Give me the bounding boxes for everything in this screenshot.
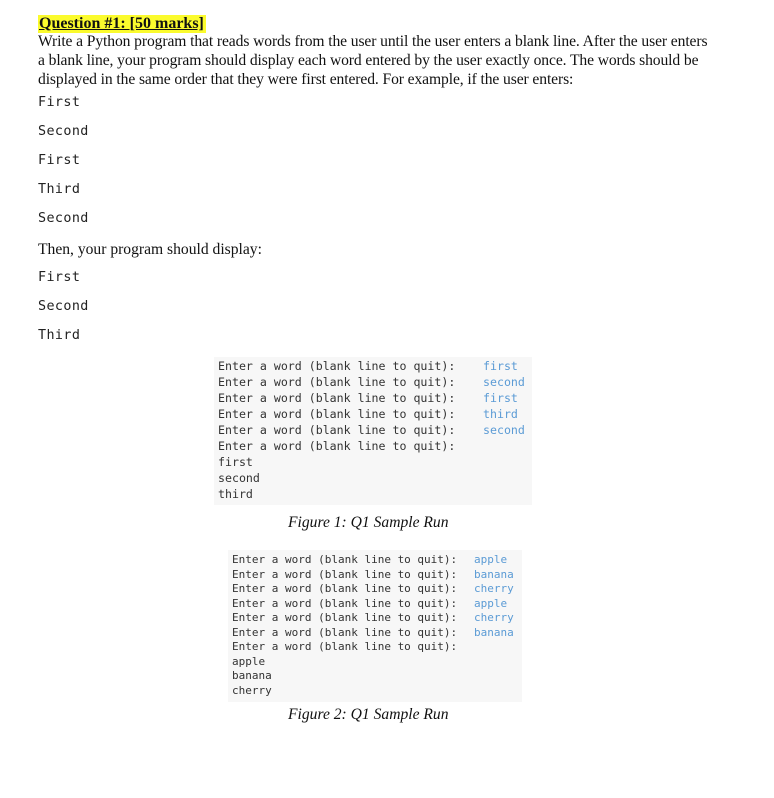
terminal-output: second [218, 471, 260, 485]
input-example-word: First [38, 153, 81, 168]
terminal-prompt: Enter a word (blank line to quit): [232, 582, 458, 595]
terminal-prompt: Enter a word (blank line to quit): [232, 596, 458, 610]
figure-2-caption: Figure 2: Q1 Sample Run [288, 706, 449, 723]
terminal-answer: banana [474, 567, 514, 581]
terminal-prompt: Enter a word (blank line to quit): [218, 359, 456, 373]
terminal-prompt: Enter a word (blank line to quit): [218, 439, 456, 453]
question-paragraph [38, 32, 718, 89]
terminal-line [232, 611, 457, 624]
output-example-word: Second [38, 299, 89, 314]
terminal-answer: apple [474, 596, 508, 610]
input-example-word: Second [38, 124, 89, 139]
terminal-line [218, 407, 455, 421]
terminal-line [232, 582, 457, 595]
terminal-prompt: Enter a word (blank line to quit): [218, 407, 456, 421]
terminal-line [232, 626, 457, 639]
terminal-answer: apple [474, 553, 508, 566]
terminal-answer: second [483, 423, 525, 437]
question-heading: Question #1: [50 marks] [39, 15, 204, 32]
terminal-line [232, 640, 457, 653]
terminal-output: third [218, 487, 253, 501]
terminal-prompt: Enter a word (blank line to quit): [232, 625, 458, 639]
terminal-line [218, 439, 455, 453]
paragraph-line: displayed in the same order that they were first entered. For example, if the user enters: [38, 71, 574, 88]
input-example-word: First [38, 95, 81, 110]
terminal-answer: third [483, 407, 518, 421]
output-example-word: First [38, 270, 81, 285]
terminal-line [218, 359, 455, 373]
terminal-prompt: Enter a word (blank line to quit): [232, 611, 458, 624]
terminal-line [218, 375, 455, 389]
terminal-answer: first [483, 359, 518, 373]
terminal-prompt: Enter a word (blank line to quit): [218, 391, 456, 405]
terminal-output: first [218, 455, 253, 469]
terminal-prompt: Enter a word (blank line to quit): [232, 640, 458, 653]
input-example-word: Second [38, 211, 89, 226]
terminal-answer: cherry [474, 611, 514, 624]
terminal-answer: banana [474, 625, 514, 639]
terminal-line [232, 553, 457, 566]
input-example-word: Third [38, 182, 81, 197]
then-text: Then, your program should display: [38, 241, 262, 258]
terminal-output: apple [232, 654, 266, 668]
terminal-line [218, 391, 455, 405]
terminal-line [232, 568, 457, 581]
terminal-output: banana [232, 669, 272, 682]
output-example-word: Third [38, 328, 81, 343]
sample-run-terminal-1 [214, 357, 532, 505]
terminal-line [232, 597, 457, 610]
terminal-prompt: Enter a word (blank line to quit): [232, 553, 458, 566]
figure-1-caption: Figure 1: Q1 Sample Run [288, 514, 449, 531]
sample-run-terminal-2 [228, 550, 522, 702]
paragraph-line: Write a Python program that reads words from the user until the user enters a blank line. After the user enters [38, 33, 708, 50]
terminal-output: cherry [232, 683, 272, 697]
paragraph-line: a blank line, your program should display each word entered by the user exactly once. The words should be [38, 52, 699, 69]
terminal-answer: cherry [474, 582, 514, 595]
terminal-line [218, 423, 455, 437]
terminal-answer: second [483, 375, 525, 389]
terminal-prompt: Enter a word (blank line to quit): [232, 567, 458, 581]
terminal-answer: first [483, 391, 518, 405]
terminal-prompt: Enter a word (blank line to quit): [218, 423, 456, 437]
terminal-prompt: Enter a word (blank line to quit): [218, 375, 456, 389]
